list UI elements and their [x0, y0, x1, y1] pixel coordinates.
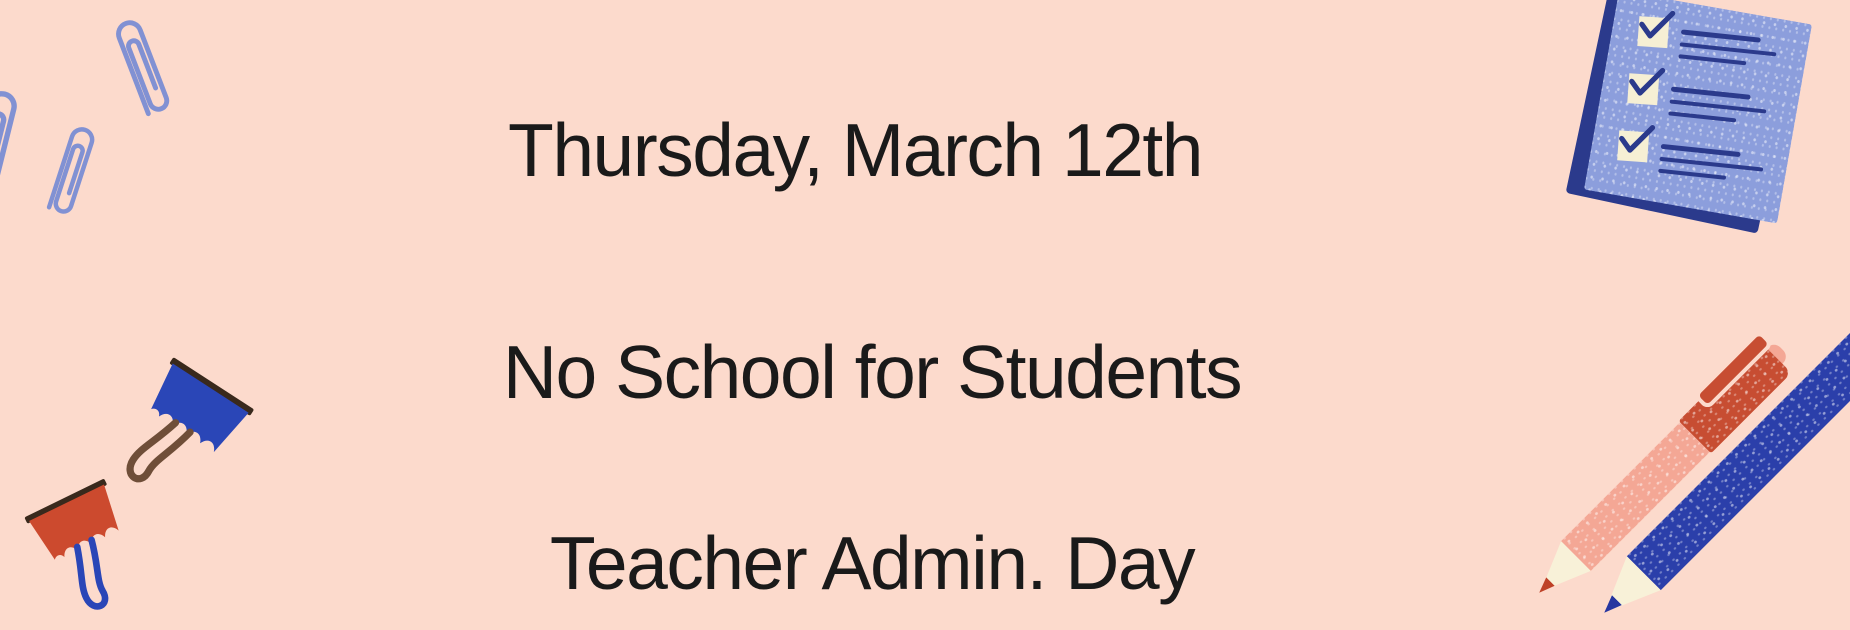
no-school-text: No School for Students [502, 330, 1242, 414]
note-text-lines [1678, 29, 1777, 67]
checked-checkbox-icon [1617, 130, 1649, 162]
pencil-icon [1580, 317, 1850, 630]
date-text: Thursday, March 12th [508, 108, 1202, 192]
paperclip-icon [31, 110, 110, 236]
note-paper [1584, 0, 1812, 223]
checked-checkbox-icon [1627, 73, 1659, 105]
teacher-admin-text: Teacher Admin. Day [549, 521, 1195, 605]
paperclip-icon [0, 72, 34, 223]
checklist-note-icon [1584, 0, 1812, 223]
paperclip-icon [97, 1, 190, 138]
checked-checkbox-icon [1637, 16, 1669, 48]
